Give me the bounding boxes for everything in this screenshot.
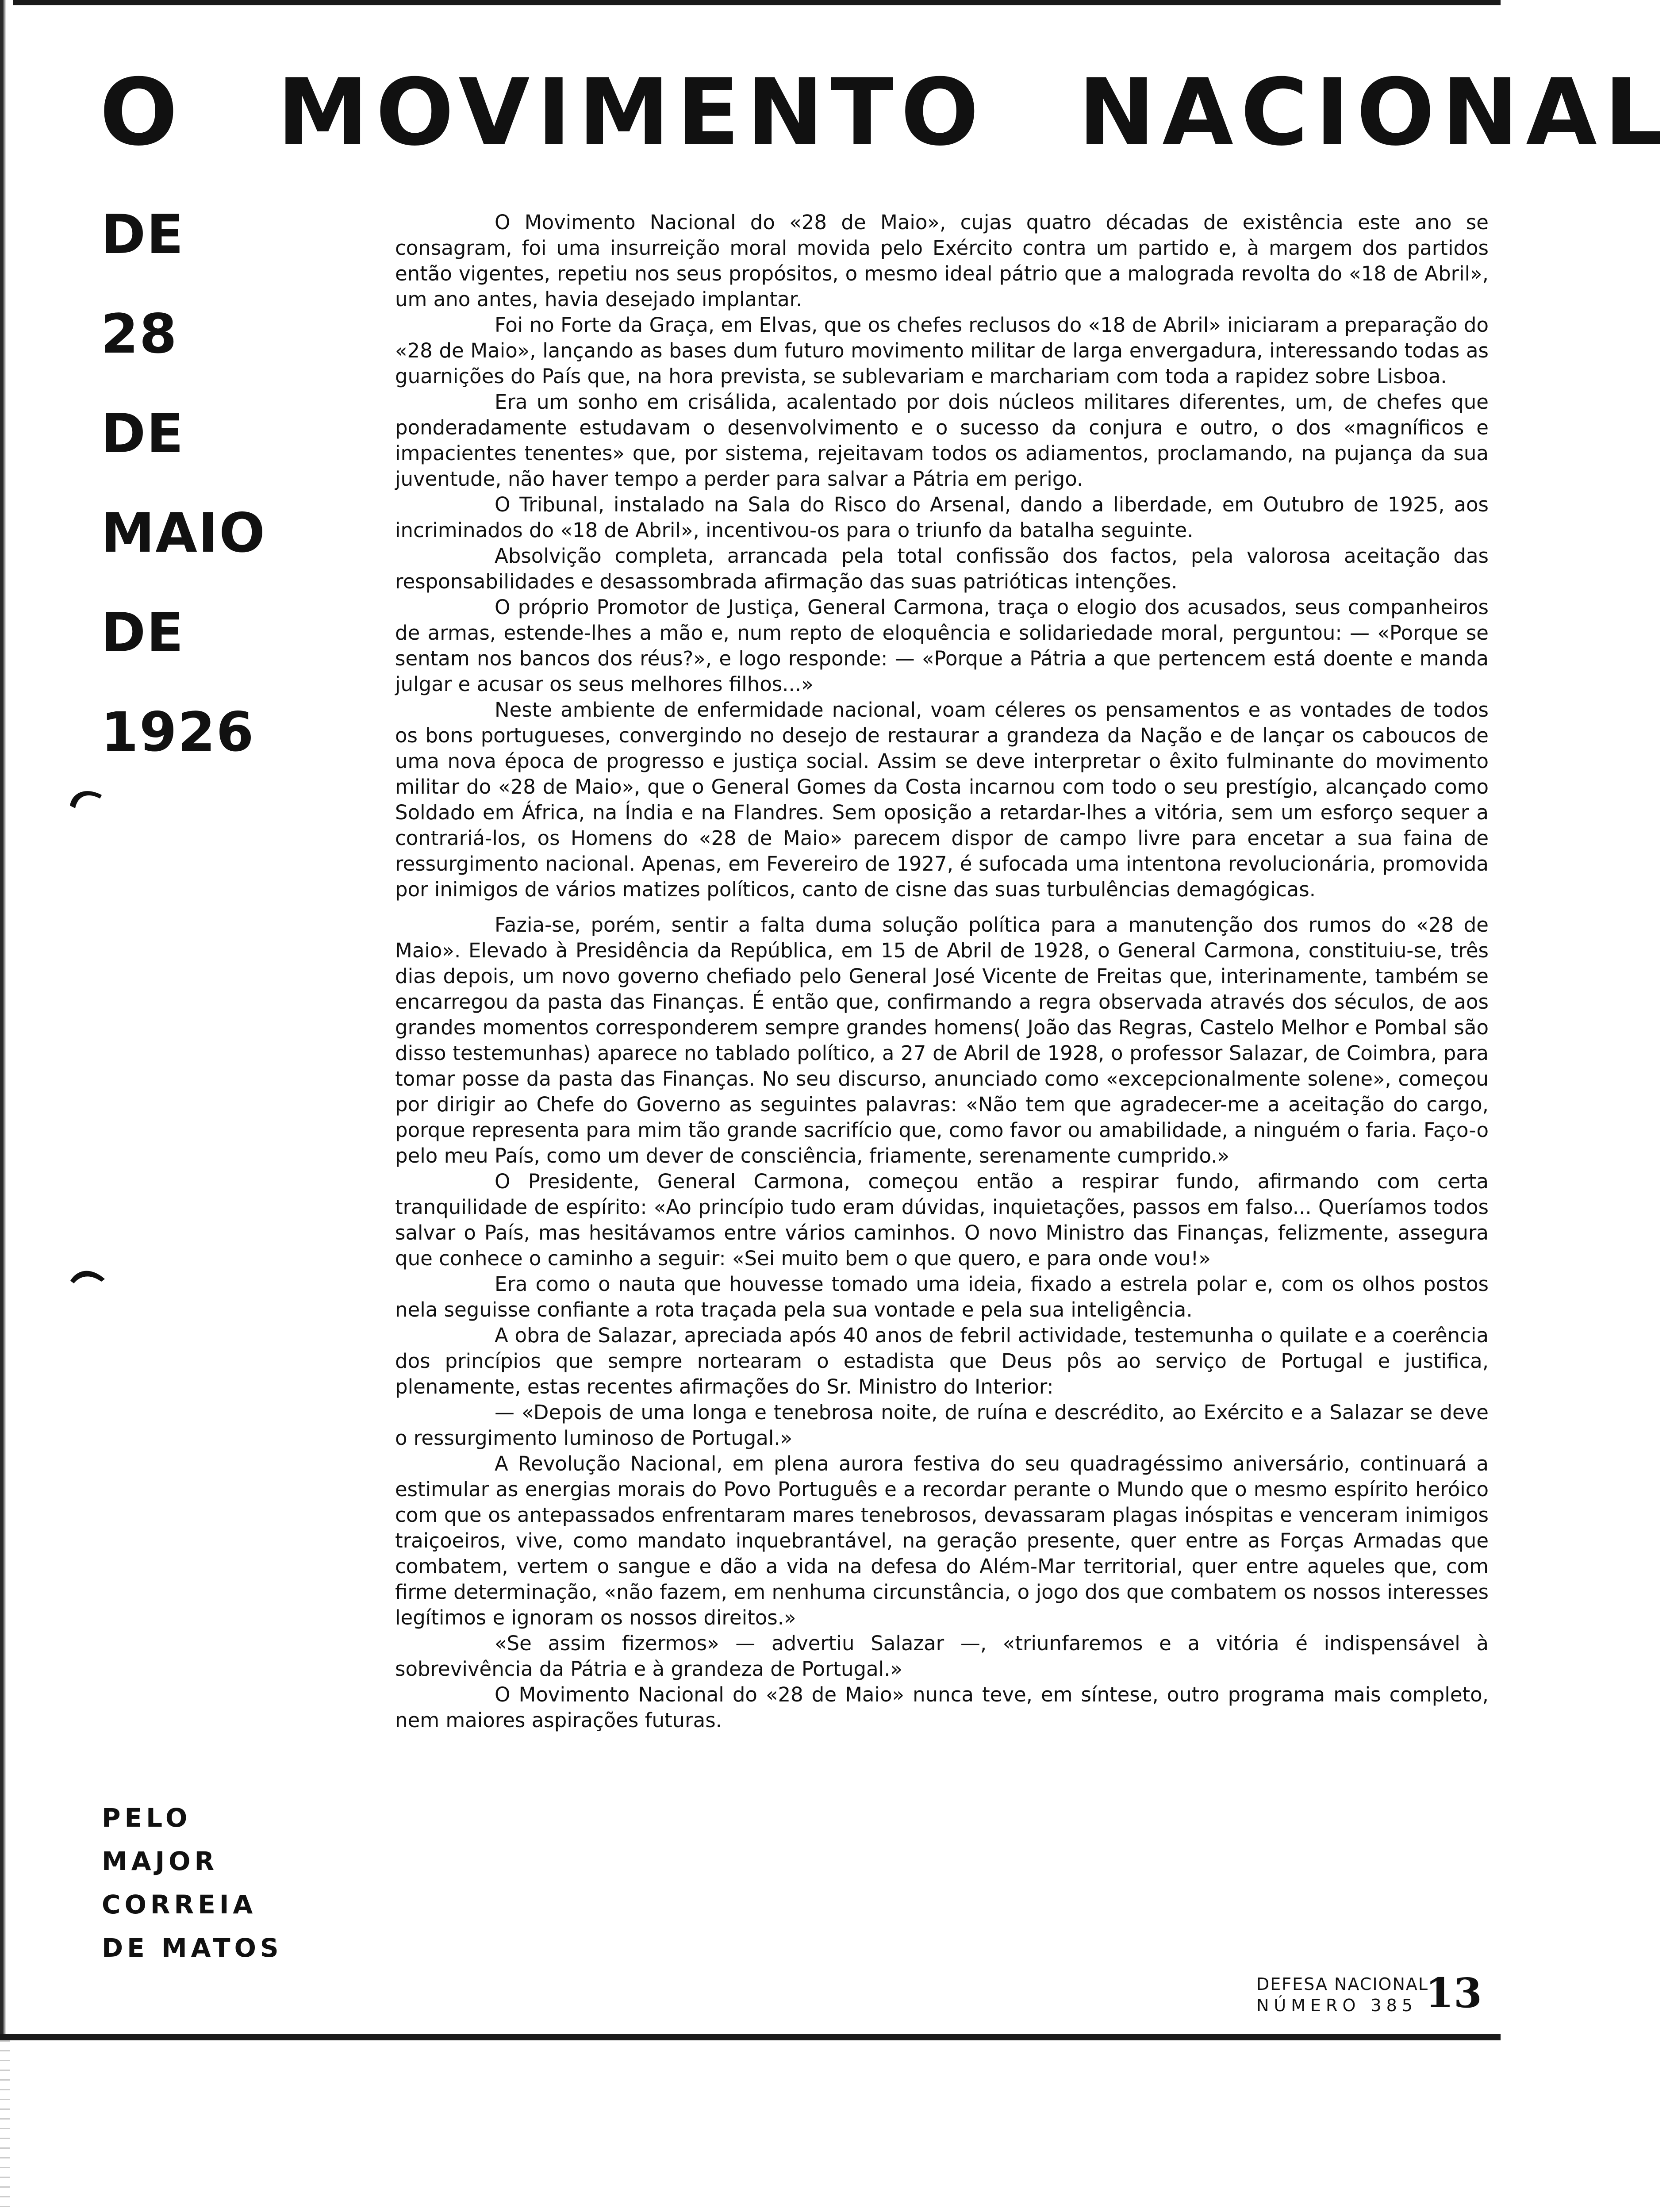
side-heading-line: DE <box>101 601 184 664</box>
side-heading-line: 1926 <box>101 701 255 764</box>
article-paragraph: Fazia-se, porém, sentir a falta duma solução política para a manutenção dos rumos do «28 de Maio». Elevado à Presidência da República, em 15 de Abril de 1928, o General Carmona, constituiu-se, três dias depois, um novo governo chefiado pelo General José Vicente de Freitas que, interinamente, também se encarregou da pasta das Finanças. É então que, confirmando a regra observada através dos séculos, de aos grandes momentos corresponderem sempre grandes homens( João das Regras, Castelo Melhor e Pombal são disso testemunhas) aparece no tablado político, a 27 de Abril de 1928, o professor Salazar, de Coimbra, para tomar posse da pasta das Finanças. No seu discurso, anunciado como «excepcionalmente solene», começou por dirigir ao Chefe do Governo as seguintes palavras: «Não tem que agradecer-me a aceitação do cargo, porque representa para mim tão grande sacrifício que, como favor ou amabilidade, a ninguém o faria. Faço-o pelo meu País, como um dever de consciência, friamente, serenamente cumprido.» <box>395 913 1489 1167</box>
article-paragraph: O Tribunal, instalado na Sala do Risco do Arsenal, dando a liberdade, em Outubro de 1925, aos incriminados do «18 de Abril», incentivou-os para o triunfo da batalha seguinte. <box>395 493 1489 542</box>
side-date-heading <box>101 201 331 799</box>
author-byline <box>102 1796 332 1970</box>
article-paragraph: O próprio Promotor de Justiça, General Carmona, traça o elogio dos acusados, seus companheiros de armas, estende-lhes a mão e, num repto de eloquência e solidariedade moral, perguntou: — «Porque se sentam nos bancos dos réus?», e logo responde: — «Porque a Pátria a que pertencem está doente e manda julgar e acusar os seus melhores filhos...» <box>395 595 1489 696</box>
top-border-rule <box>0 0 1501 5</box>
left-page-edge <box>0 0 13 2039</box>
byline-line: PELO <box>102 1803 192 1833</box>
article-title: O MOVIMENTO NACIONAL <box>100 59 1670 166</box>
article-body <box>395 210 1489 1733</box>
byline-line: MAJOR <box>102 1846 219 1876</box>
scan-edge-artifact <box>0 2040 10 2212</box>
side-heading-line: MAIO <box>101 502 266 565</box>
footer-publication: DEFESA NACIONAL <box>1256 1974 1429 1994</box>
article-paragraph: A Revolução Nacional, em plena aurora festiva do seu quadragéssimo aniversário, continuará a estimular as energias morais do Povo Português e a recordar perante o Mundo que o mesmo espírito heróico com que os antepassados enfrentaram mares tenebrosos, devassaram plagas inóspitas e venceram inimigos traiçoeiros, vive, como mandato inquebrantável, na geração presente, quer entre as Forças Armadas que combatem, vertem o sangue e dão a vida na defesa do Além-Mar territorial, quer entre aqueles que, com firme determinação, «não fazem, em nenhuma circunstância, o jogo dos que combatem os nossos interesses legítimos e ignoram os nossos direitos.» <box>395 1452 1489 1629</box>
article-paragraph: — «Depois de uma longa e tenebrosa noite, de ruína e descrédito, ao Exército e a Salazar se deve o ressurgimento luminoso de Portugal.» <box>395 1401 1489 1450</box>
byline-line: CORREIA <box>102 1889 257 1920</box>
page-number: 13 <box>1425 1969 1482 2017</box>
article-paragraph: Foi no Forte da Graça, em Elvas, que os chefes reclusos do «18 de Abril» iniciaram a preparação do «28 de Maio», lançando as bases dum futuro movimento militar de larga envergadura, interessando todas as guarnições do País que, na hora prevista, se sublevariam e marchariam com toda a rapidez sobre Lisboa. <box>395 313 1489 388</box>
page-footer <box>1256 1971 1486 2020</box>
article-paragraph: Era um sonho em crisálida, acalentado por dois núcleos militares diferentes, um, de chefes que ponderadamente estudavam o desenvolvimento e o sucesso da conjura e outro, o dos «magníficos e impacientes tenentes» que, por sistema, rejeitavam todos os adiamentos, proclamando, na pujança da sua juventude, não haver tempo a perder para salvar a Pátria em perigo. <box>395 390 1489 491</box>
article-paragraph: O Movimento Nacional do «28 de Maio», cujas quatro décadas de existência este ano se consagram, foi uma insurreição moral movida pelo Exército contra um partido e, à margem dos partidos então vigentes, repetiu nos seus propósitos, o mesmo ideal pátrio que a malograda revolta do «18 de Abril», um ano antes, havia desejado implantar. <box>395 211 1489 311</box>
article-paragraph: Neste ambiente de enfermidade nacional, voam céleres os pensamentos e as vontades de todos os bons portugueses, convergindo no desejo de restaurar a grandeza da Nação e de lançar os caboucos de uma nova época de progresso e justiça social. Assim se deve interpretar o êxito fulminante do movimento militar do «28 de Maio», que o General Gomes da Costa incarnou com todo o seu prestígio, alcançado como Soldado em África, na Índia e na Flandres. Sem oposição a retardar-lhes a vitória, sem um esforço sequer a contrariá-los, os Homens do «28 de Maio» parecem dispor de campo livre para encetar a sua faina de ressurgimento nacional. Apenas, em Fevereiro de 1927, é sufocada uma intentona revolucionária, promovida por inimigos de vários matizes políticos, canto de cisne das suas turbulências demagógicas. <box>395 698 1489 901</box>
article-paragraph: O Presidente, General Carmona, começou então a respirar fundo, afirmando com certa tranquilidade de espírito: «Ao princípio tudo eram dúvidas, inquietações, passos em falso... Queríamos todos salvar o País, mas hesitávamos entre vários caminhos. O novo Ministro das Finanças, felizmente, assegura que conhece o caminho a seguir: «Sei muito bem o que quero, e para onde vou!» <box>395 1170 1489 1270</box>
article-paragraph: Absolvição completa, arrancada pela total confissão dos factos, pela valorosa aceitação das responsabilidades e desassombrada afirmação das suas patrióticas intenções. <box>395 544 1489 593</box>
side-heading-line: 28 <box>101 303 178 365</box>
article-paragraph: O Movimento Nacional do «28 de Maio» nunca teve, em síntese, outro programa mais completo, nem maiores aspirações futuras. <box>395 1683 1489 1732</box>
scan-mark-icon <box>69 1263 107 1290</box>
side-heading-line: DE <box>101 402 184 465</box>
article-paragraph: «Se assim fizermos» — advertiu Salazar —, «triunfaremos e a vitória é indispensável à sobrevivência da Pátria e à grandeza de Portugal.» <box>395 1632 1489 1681</box>
footer-issue-number: NÚMERO 385 <box>1256 1996 1417 2015</box>
article-paragraph: A obra de Salazar, apreciada após 40 anos de febril actividade, testemunha o quilate e a coerência dos princípios que sempre nortearam o estadista que Deus pôs ao serviço de Portugal e justifica, plenamente, estas recentes afirmações do Sr. Ministro do Interior: <box>395 1324 1489 1398</box>
byline-line: DE MATOS <box>102 1933 283 1963</box>
side-heading-line: DE <box>101 203 184 266</box>
article-paragraph: Era como o nauta que houvesse tomado uma ideia, fixado a estrela polar e, com os olhos postos nela seguisse confiante a rota traçada pela sua vontade e pela sua inteligência. <box>395 1272 1489 1321</box>
scan-mark-icon <box>66 785 105 812</box>
bottom-border-rule <box>0 2034 1501 2040</box>
